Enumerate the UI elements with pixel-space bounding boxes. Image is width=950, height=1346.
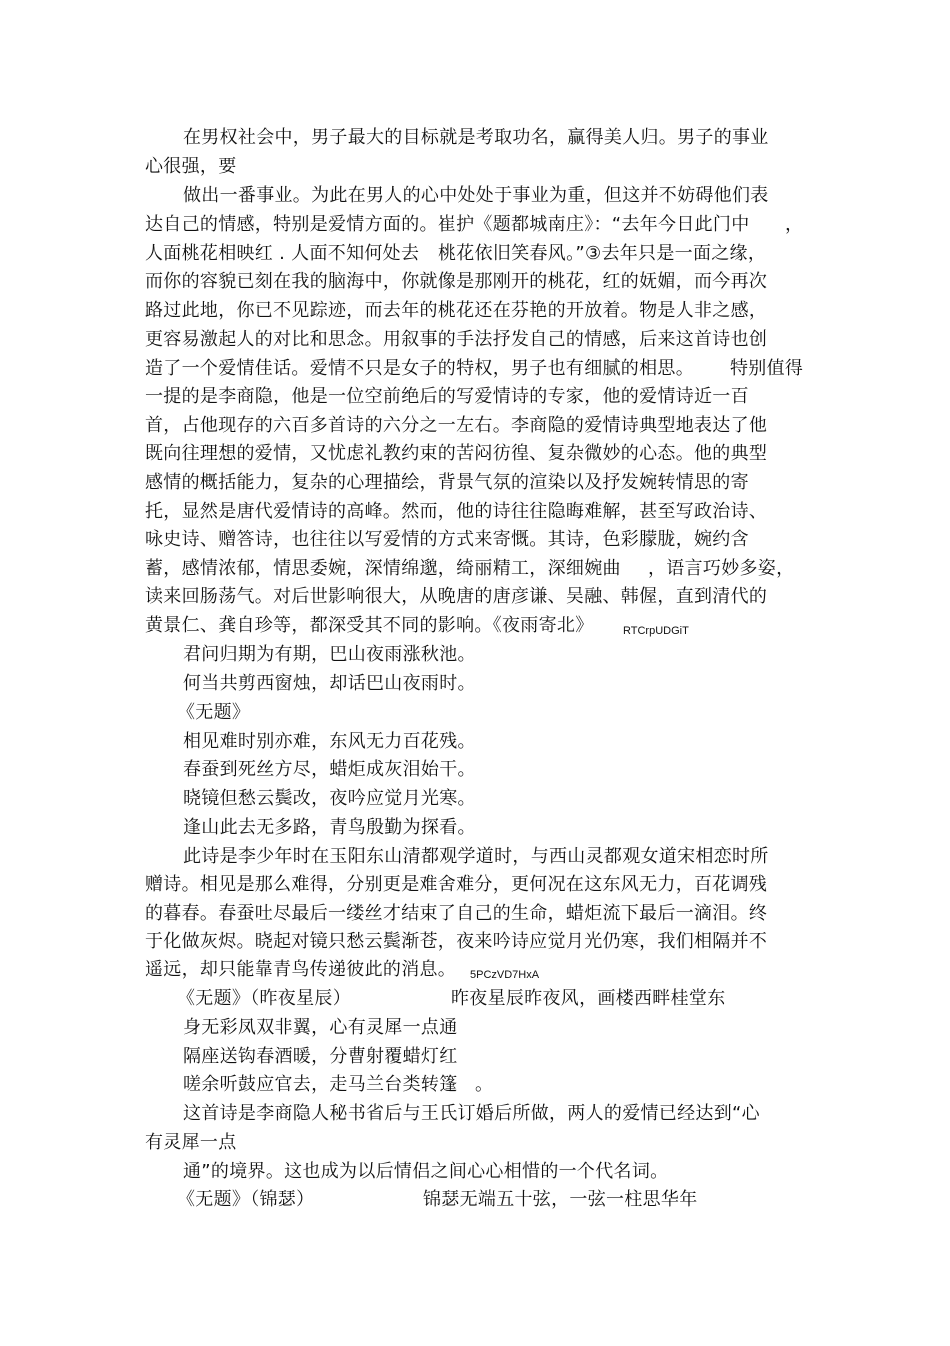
text-line: 更容易激起人的对比和思念。用叙事的手法抒发自己的情感，后来这首诗也创	[145, 329, 768, 350]
text-line: 既向往理想的爱情，又忧虑礼教约束的苦闷彷徨、复杂微妙的心态。他的典型	[145, 443, 768, 464]
text-line: ，	[785, 214, 804, 235]
text-line: 通”的境界。这也成为以后情侣之间心心相惜的一个代名词。	[183, 1161, 669, 1182]
poem-title: 《无题》（昨夜星辰）	[177, 988, 351, 1009]
text-line: 造了一个爱情佳话。爱情不只是女子的特权，男子也有细腻的相思。	[145, 358, 694, 379]
text-line: 这首诗是李商隐人秘书省后与王氏订婚后所做，两人的爱情已经达到“心	[183, 1103, 760, 1124]
text-line: 有灵犀一点	[145, 1132, 237, 1153]
poem-line: 晓镜但愁云鬓改，夜吟应觉月光寒。	[183, 788, 476, 809]
text-line: 在男权社会中，男子最大的目标就是考取功名，赢得美人归。男子的事业	[183, 127, 769, 148]
text-line: 做出一番事业。为此在男人的心中处处于事业为重，但这并不妨碍他们表	[183, 185, 769, 206]
text-line: 路过此地，你已不见踪迹，而去年的桃花还在芬艳的开放着。物是人非之感，	[145, 300, 768, 321]
text-line: 遥远，却只能靠青鸟传递彼此的消息。	[145, 959, 457, 980]
text-line: 感情的概括能力，复杂的心理描绘，背景气氛的渲染以及抒发婉转情思的寄	[145, 472, 749, 493]
text-line: 赠诗。相见是那么难得，分别更是难舍难分，更何况在这东风无力，百花调残	[145, 874, 768, 895]
reference-code: 5PCzVD7HxA	[470, 969, 540, 981]
text-line: 。	[475, 1074, 494, 1095]
text-line: 桃花依旧笑春风。”③去年只是一面之缘，	[438, 243, 767, 264]
text-line: 心很强，要	[145, 156, 237, 177]
text-line: 于化做灰烬。晓起对镜只愁云鬓渐苍，夜来吟诗应觉月光仍寒，我们相隔并不	[145, 931, 768, 952]
text-line: 人面桃花相映红 . 人面不知何处去	[145, 243, 420, 264]
text-line: 首，占他现存的六百多首诗的六分之一左右。李商隐的爱情诗典型地表达了他	[145, 415, 768, 436]
poem-line: 春蚕到死丝方尽，蜡炬成灰泪始干。	[183, 759, 476, 780]
text-line: 特别值得	[730, 358, 804, 379]
poem-line: 相见难时别亦难，东风无力百花残。	[183, 731, 476, 752]
reference-code: RTCrpUDGiT	[623, 625, 689, 637]
poem-title: 《无题》（锦瑟）	[177, 1189, 315, 1210]
poem-title: 《无题》	[177, 702, 251, 723]
text-line: 托，显然是唐代爱情诗的高峰。然而，他的诗往往隐晦难解，甚至写政治诗、	[145, 501, 768, 522]
text-line: 此诗是李少年时在玉阳东山清都观学道时，与西山灵都观女道宋相恋时所	[183, 846, 769, 867]
text-line: 而你的容貌已刻在我的脑海中，你就像是那刚开的桃花，红的妩媚，而今再次	[145, 271, 768, 292]
text-line: 蓄，感情浓郁，情思委婉，深情绵邈，绮丽精工，深细婉曲	[145, 558, 621, 579]
text-line: 一提的是李商隐，他是一位空前绝后的写爱情诗的专家，他的爱情诗近一百	[145, 386, 749, 407]
poem-line: 逢山此去无多路，青鸟殷勤为探看。	[183, 817, 476, 838]
text-line: 读来回肠荡气。对后世影响很大，从晚唐的唐彦谦、吴融、韩偓，直到清代的	[145, 586, 768, 607]
text-line: 的暮春。春蚕吐尽最后一缕丝才结束了自己的生命，蜡炬流下最后一滴泪。终	[145, 903, 768, 924]
text-line: 黄景仁、龚自珍等，都深受其不同的影响。《夜雨寄北》	[145, 615, 594, 636]
poem-line: 君问归期为有期，巴山夜雨涨秋池。	[183, 644, 476, 665]
poem-line: 隔座送钩春酒暖，分曹射覆蜡灯红	[183, 1046, 458, 1067]
poem-line: 锦瑟无端五十弦，一弦一柱思华年	[423, 1189, 698, 1210]
poem-line: 身无彩凤双非翼，心有灵犀一点通	[183, 1017, 458, 1038]
text-line: 达自己的情感，特别是爱情方面的。崔护《题都城南庄》：“去年今日此门中	[145, 214, 750, 235]
text-line: ，语言巧妙多姿，	[648, 558, 795, 579]
poem-line: 何当共剪西窗烛，却话巴山夜雨时。	[183, 673, 476, 694]
text-line: 咏史诗、赠答诗，也往往以写爱情的方式来寄慨。其诗，色彩朦胧，婉约含	[145, 529, 749, 550]
poem-line: 嗟余听鼓应官去，走马兰台类转篷	[183, 1074, 458, 1095]
poem-line: 昨夜星辰昨夜风，画楼西畔桂堂东	[451, 988, 726, 1009]
